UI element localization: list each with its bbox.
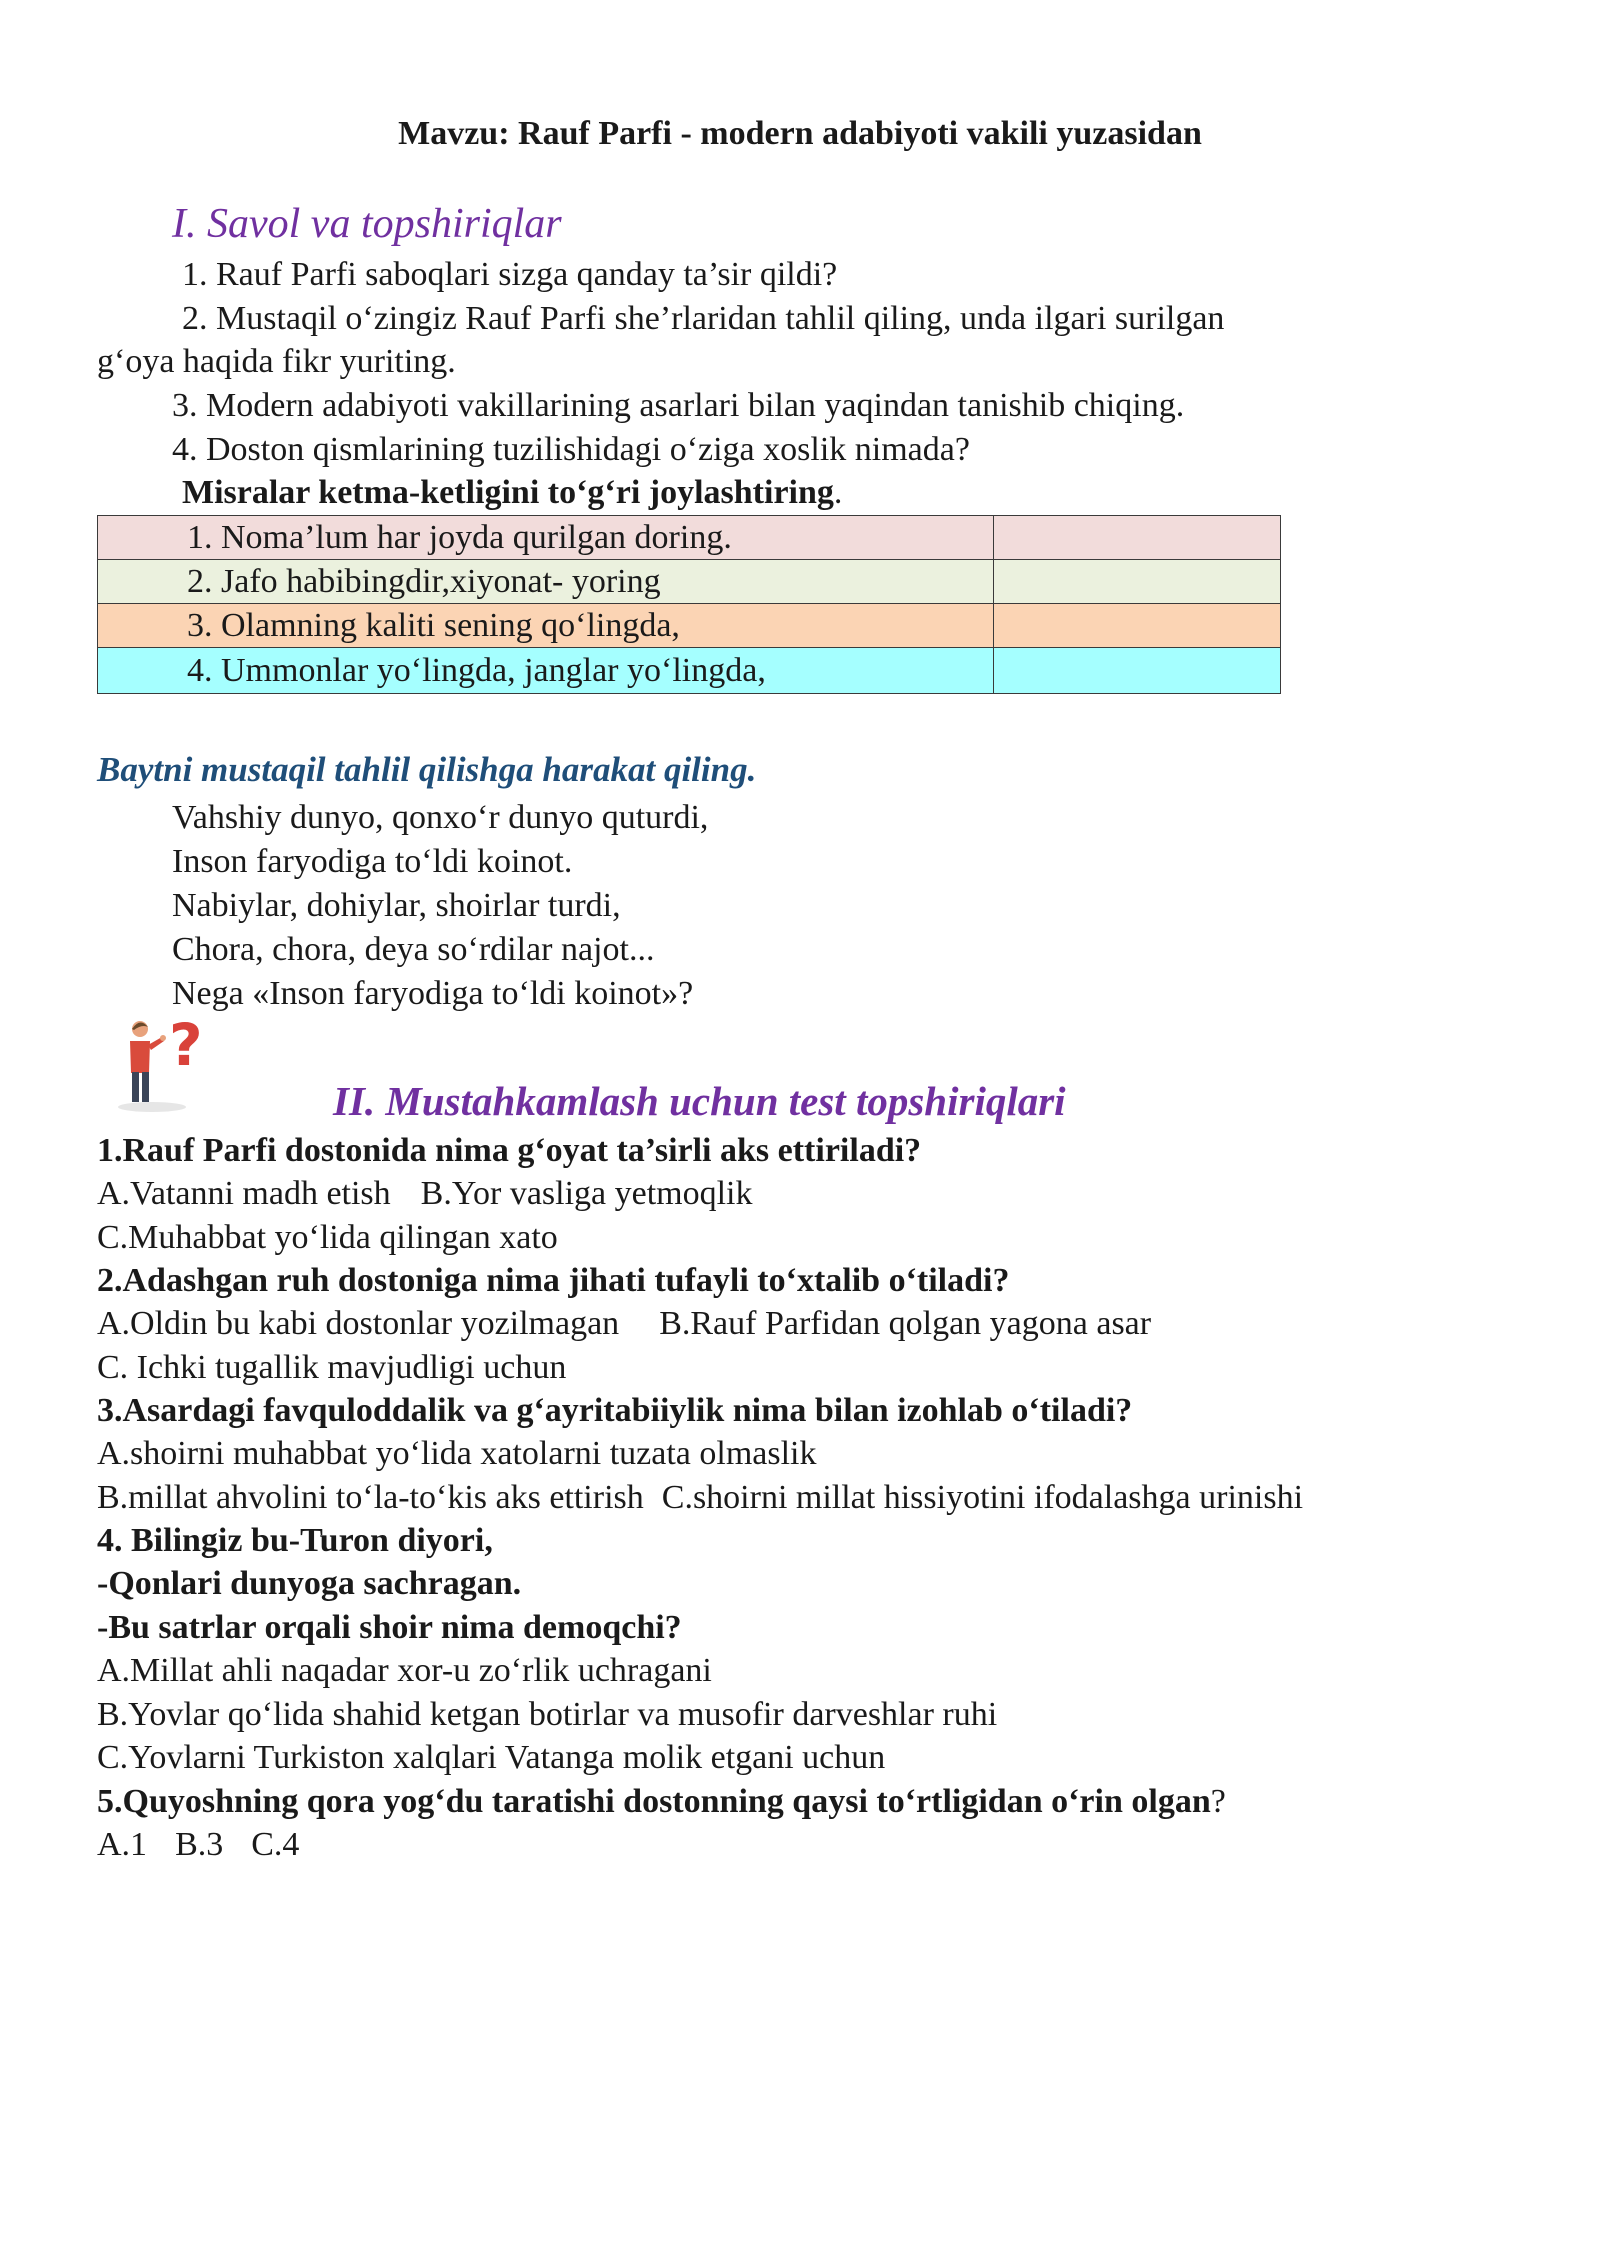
test-q3-option-b[interactable]: B.millat ahvolini to‘la-to‘kis aks ettirish [97,1479,644,1516]
ordering-row-3 [98,604,1281,648]
svg-text:?: ? [169,1015,203,1079]
bayt-line-4: Chora, chora, deya so‘rdilar najot... [172,931,655,968]
test-q4-option-c[interactable]: C.Yovlarni Turkiston xalqlari Vatanga molik etgani uchun [97,1739,886,1776]
question-4: 4. Doston qismlarining tuzilishidagi o‘ziga xoslik nimada? [172,431,970,468]
ordering-row-2-answer-cell[interactable] [994,560,1281,604]
question-3: 3. Modern adabiyoti vakillarining asarlari bilan yaqindan tanishib chiqing. [172,387,1185,424]
test-q2-option-a[interactable]: A.Oldin bu kabi dostonlar yozilmagan [97,1305,620,1342]
ordering-row-1-answer-cell[interactable] [994,516,1281,560]
bayt-line-5: Nega «Inson faryodiga to‘ldi koinot»? [172,975,694,1012]
test-q2-options-ab [97,1302,1151,1346]
test-question-1: 1.Rauf Parfi dostonida nima g‘oyat ta’sirli aks ettiriladi? [97,1132,922,1169]
section-1-heading: I. Savol va topshiriqlar [172,201,562,247]
ordering-table [97,515,1281,694]
test-question-4-line-3: -Bu satrlar orqali shoir nima demoqchi? [97,1609,682,1646]
section-2-heading: II. Mustahkamlash uchun test topshiriqlari [333,1078,1066,1124]
ordering-row-2-text: 2. Jafo habibingdir,xiyonat- yoring [98,560,994,604]
test-q1-option-a[interactable]: A.Vatanni madh etish [97,1175,391,1212]
ordering-row-3-answer-cell[interactable] [994,604,1281,648]
question-1: 1. Rauf Parfi saboqlari sizga qanday ta’sir qildi? [182,256,838,293]
test-question-2: 2.Adashgan ruh dostoniga nima jihati tufayli to‘xtalib o‘tiladi? [97,1262,1010,1299]
test-q3-option-c[interactable]: C.shoirni millat hissiyotini ifodalashga urinishi [661,1479,1304,1516]
ordering-row-4-answer-cell[interactable] [994,648,1281,694]
test-question-3: 3.Asardagi favquloddalik va g‘ayritabiiylik nima bilan izohlab o‘tiladi? [97,1392,1133,1429]
test-q3-options-bc [97,1476,1303,1520]
thinking-person-question-icon [112,1015,212,1115]
question-2: 2. Mustaqil o‘zingiz Rauf Parfi she’rlaridan tahlil qiling, unda ilgari surilgan [182,300,1225,337]
test-question-4-line-2: -Qonlari dunyoga sachragan. [97,1565,522,1602]
test-q1-options-ab [97,1172,753,1216]
order-task-period: . [833,474,843,511]
test-q1-option-b[interactable]: B.Yor vasliga yetmoqlik [420,1175,753,1212]
ordering-row-1 [98,516,1281,560]
test-q1-option-c[interactable]: C.Muhabbat yo‘lida qilingan xato [97,1219,558,1256]
test-q2-option-c[interactable]: C. Ichki tugallik mavjudligi uchun [97,1349,567,1386]
test-question-4-line-1: 4. Bilingiz bu-Turon diyori, [97,1522,493,1559]
test-q2-option-b[interactable]: B.Rauf Parfidan qolgan yagona asar [659,1305,1152,1342]
bayt-line-1: Vahshiy dunyo, qonxo‘r dunyo quturdi, [172,799,709,836]
ordering-row-4 [98,648,1281,694]
question-2-continuation: g‘oya haqida fikr yuriting. [97,343,456,380]
order-task-instruction [182,471,842,515]
test-question-5 [97,1780,1226,1824]
test-question-5-text: 5.Quyoshning qora yog‘du taratishi dostonning qaysi to‘rtligidan o‘rin olgan [97,1783,1211,1820]
bayt-heading: Baytni mustaqil tahlil qilishga harakat qiling. [97,750,757,789]
ordering-row-3-text: 3. Olamning kaliti sening qo‘lingda, [98,604,994,648]
ordering-row-2 [98,560,1281,604]
test-q4-option-a[interactable]: A.Millat ahli naqadar xor-u zo‘rlik uchragani [97,1652,712,1689]
bayt-line-3: Nabiylar, dohiylar, shoirlar turdi, [172,887,621,924]
ordering-row-1-text: 1. Noma’lum har joyda qurilgan doring. [98,516,994,560]
test-q5-options [97,1823,299,1867]
bayt-line-2: Inson faryodiga to‘ldi koinot. [172,843,573,880]
page-title: Mavzu: Rauf Parfi - modern adabiyoti vakili yuzasidan [398,115,1202,152]
test-q5-option-c[interactable]: C.4 [251,1826,300,1863]
test-q4-option-b[interactable]: B.Yovlar qo‘lida shahid ketgan botirlar va musofir darveshlar ruhi [97,1696,998,1733]
test-q3-option-a[interactable]: A.shoirni muhabbat yo‘lida xatolarni tuzata olmaslik [97,1435,817,1472]
test-q5-option-b[interactable]: B.3 [175,1826,224,1863]
test-q5-option-a[interactable]: A.1 [97,1826,148,1863]
test-question-5-mark: ? [1210,1783,1226,1820]
order-task-text: Misralar ketma-ketligini to‘g‘ri joylashtiring [182,474,834,511]
ordering-row-4-text: 4. Ummonlar yo‘lingda, janglar yo‘lingda, [98,648,994,694]
